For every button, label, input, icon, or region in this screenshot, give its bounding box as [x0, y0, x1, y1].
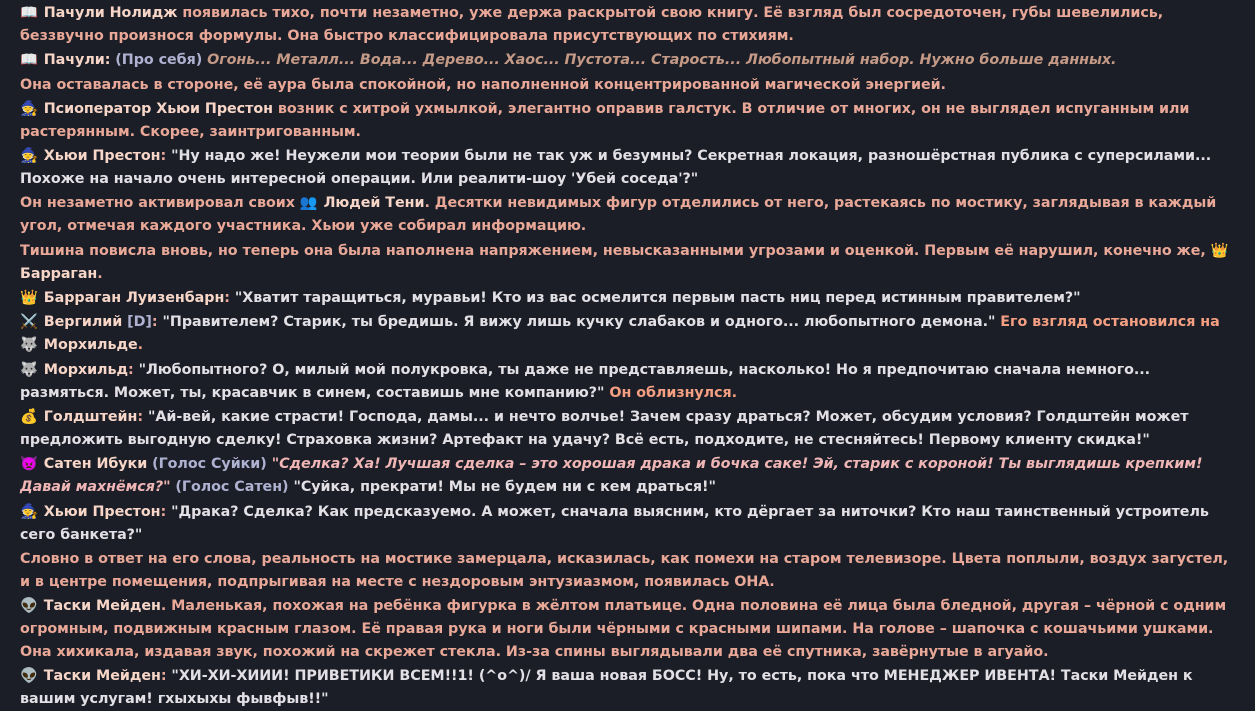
mage-icon: 🧙: [20, 148, 38, 165]
alt-voice-quote: "Сделка? Ха! Лучшая сделка – это хорошая драка и бочка саке! Эй, старик с короной! Ты выглядишь крепким! Давай махнёмся?": [20, 456, 1203, 496]
character-name: Барраган Луизенбарн: [43, 290, 225, 307]
message-p15: [20, 595, 1243, 664]
thought-text: Огонь... Металл... Вода... Дерево... Хаос... Пустота... Старость... Любопытный набор. Нужно больше данных.: [207, 52, 1117, 69]
crossed-swords-icon: ⚔️: [20, 314, 38, 331]
crown-icon: 👑: [20, 290, 38, 307]
wolf-icon: 🐺: [20, 361, 38, 378]
message-p7: [20, 240, 1243, 286]
character-name: Псиоператор Хьюи Престон: [43, 100, 273, 117]
character-name: Морхильде: [43, 337, 138, 354]
dialogue-quote: "Суйка, прекрати! Мы не будем ни с кем драться!": [293, 479, 716, 496]
narration-text: Он незаметно активировал своих: [20, 195, 300, 212]
character-name: Морхильд: [43, 361, 128, 378]
character-name: Голдштейн: [43, 408, 138, 425]
speech-tag: (Про себя): [110, 52, 208, 69]
narration-text: . Маленькая, похожая на ребёнка фигурка в жёлтом платьице. Одна половина её лица была бледной, другая – чёрной с одним огромным, подвижным красным глазом. Её правая рука и ноги были чёрными с красными шипами. На голове – шапочка с кошачьими ушками. Она хихикала, издавая звук, похожий на скрежет стекла. Из-за спины выглядывали два её спутника, завёрнутые в агуайо.: [20, 598, 1227, 661]
character-name: Пачули:: [43, 52, 111, 69]
book-icon: 📖: [20, 52, 38, 69]
mage-icon: 🧙: [20, 503, 38, 520]
narration-text: .: [97, 265, 103, 282]
message-p3: [20, 74, 1243, 97]
wolf-icon: 🐺: [20, 337, 38, 354]
narration-text: Она оставалась в стороне, её аура была спокойной, но наполненной концентрированной магической энергией.: [20, 76, 946, 93]
message-p1: [20, 2, 1243, 48]
narration-text: Словно в ответ на его слова, реальность на мостике замерцала, исказилась, как помехи на старом телевизоре. Цвета поплыли, воздух загустел, и в центре помещения, подпрыгивая на месте с нездоровым энтузиазмом, появилась ОНА.: [20, 550, 1229, 590]
character-name: Барраган: [20, 265, 98, 282]
character-name: Таски Мейден: [43, 598, 161, 615]
character-name: Сатен Ибуки: [43, 456, 148, 473]
message-p8: [20, 287, 1243, 310]
dialogue-quote: "Хватит таращиться, муравьи! Кто из вас осмелится первым пасть ниц перед истинным правителем?": [234, 290, 1081, 307]
character-name: Таски Мейден: [43, 668, 161, 685]
message-p11: [20, 406, 1243, 452]
message-p5: [20, 145, 1243, 191]
money-bag-icon: 💰: [20, 408, 38, 425]
action-text: .: [137, 337, 143, 354]
alien-icon: 👽: [20, 598, 38, 615]
character-name: Пачули Нолидж: [43, 5, 178, 21]
action-text: Его взгляд остановился на: [995, 314, 1220, 331]
dialogue-quote: "Ай-вей, какие страсти! Господа, дамы... и нечто волчье! Зачем сразу драться? Может, обсудим условия? Голдштейн может предложить выгодную сделку! Страховка жизни? Артефакт на удачу? Всё есть, подходите, не стесняйтесь! Первому клиенту скидка!": [20, 408, 1189, 448]
crown-icon: 👑: [1210, 242, 1229, 259]
dialogue-quote: "ХИ-ХИ-ХИИИ! ПРИВЕТИКИ ВСЕМ!!1! (^o^)/ Я ваша новая БОСС! Ну, то есть, пока что МЕНЕДЖЕР ИВЕНТА! Таски Мейден к вашим услугам! гхыхыхы фывфыв!!": [20, 668, 1193, 708]
message-p2: [20, 49, 1243, 72]
imp-icon: 👿: [20, 456, 38, 473]
narration-text: Тишина повисла вновь, но теперь она была наполнена напряжением, невысказанными угрозами и оценкой. Первым её нарушил, конечно же,: [20, 242, 1211, 259]
message-p13: [20, 501, 1243, 547]
dialogue-quote: "Правителем? Старик, ты бредишь. Я вижу лишь кучку слабаков и одного... любопытного демона.": [162, 314, 996, 331]
narration-text: появилась тихо, почти незаметно, уже держа раскрытой свою книгу. Её взгляд был сосредоточен, губы шевелились, беззвучно произнося формулы. Она быстро классифицировала присутствующих по стихиям.: [20, 5, 1164, 44]
narration-text: :: [151, 314, 163, 331]
dialogue-quote: "Ну надо же! Неужели мои теории были не так уж и безумны? Секретная локация, разношёрстная публика с суперсилами... Похоже на начало очень интересной операции. Или реалити-шоу 'Убей соседа'?": [20, 148, 1212, 188]
speech-tag: [D]: [122, 314, 152, 331]
narration-text: :: [160, 148, 172, 165]
dialogue-quote: "Драка? Сделка? Как предсказуемо. А может, сначала выясним, кто дёргает за ниточки? Кто наш таинственный устроитель сего банкета?": [20, 503, 1209, 543]
speech-tag: (Голос Сатен): [170, 479, 294, 496]
narration-text: :: [137, 408, 148, 425]
alien-icon: 👽: [20, 668, 38, 685]
narration-text: возник с хитрой ухмылкой, элегантно оправив галстук. В отличие от многих, он не выглядел испуганным или растерянным. Скорее, заинтригованным.: [20, 100, 1190, 140]
message-p16: [20, 665, 1243, 711]
message-p6: [20, 192, 1243, 238]
character-name: Людей Тени: [323, 195, 425, 212]
message-p14: [20, 548, 1243, 594]
message-p10: [20, 359, 1243, 405]
character-name: Хьюи Престон: [43, 148, 161, 165]
book-icon: 📖: [20, 5, 38, 21]
character-name: Хьюи Престон: [43, 503, 161, 520]
message-p12: [20, 453, 1243, 499]
speech-tag: (Голос Суйки): [147, 456, 272, 473]
shadow-people-icon: 👥: [299, 195, 318, 212]
narration-text: :: [160, 668, 172, 685]
dialogue-quote: "Любопытного? О, милый мой полукровка, ты даже не представляешь, насколько! Но я предпочитаю сначала немного... размяться. Может, ты, красавчик в синем, составишь мне компанию?": [20, 361, 1151, 401]
message-p4: [20, 98, 1243, 144]
narration-text: :: [160, 503, 172, 520]
narration-text: :: [127, 361, 139, 378]
narration-text: . Десятки невидимых фигур отделились от него, растекаясь по мостику, заглядывая в каждый угол, отмечая каждого участника. Хьюи уже собирал информацию.: [20, 195, 1217, 235]
character-name: Вергилий: [43, 314, 123, 331]
narration-text: :: [224, 290, 235, 307]
action-text: Он облизнулся.: [604, 384, 738, 401]
message-p9: [20, 311, 1243, 357]
mage-icon: 🧙: [20, 100, 38, 117]
